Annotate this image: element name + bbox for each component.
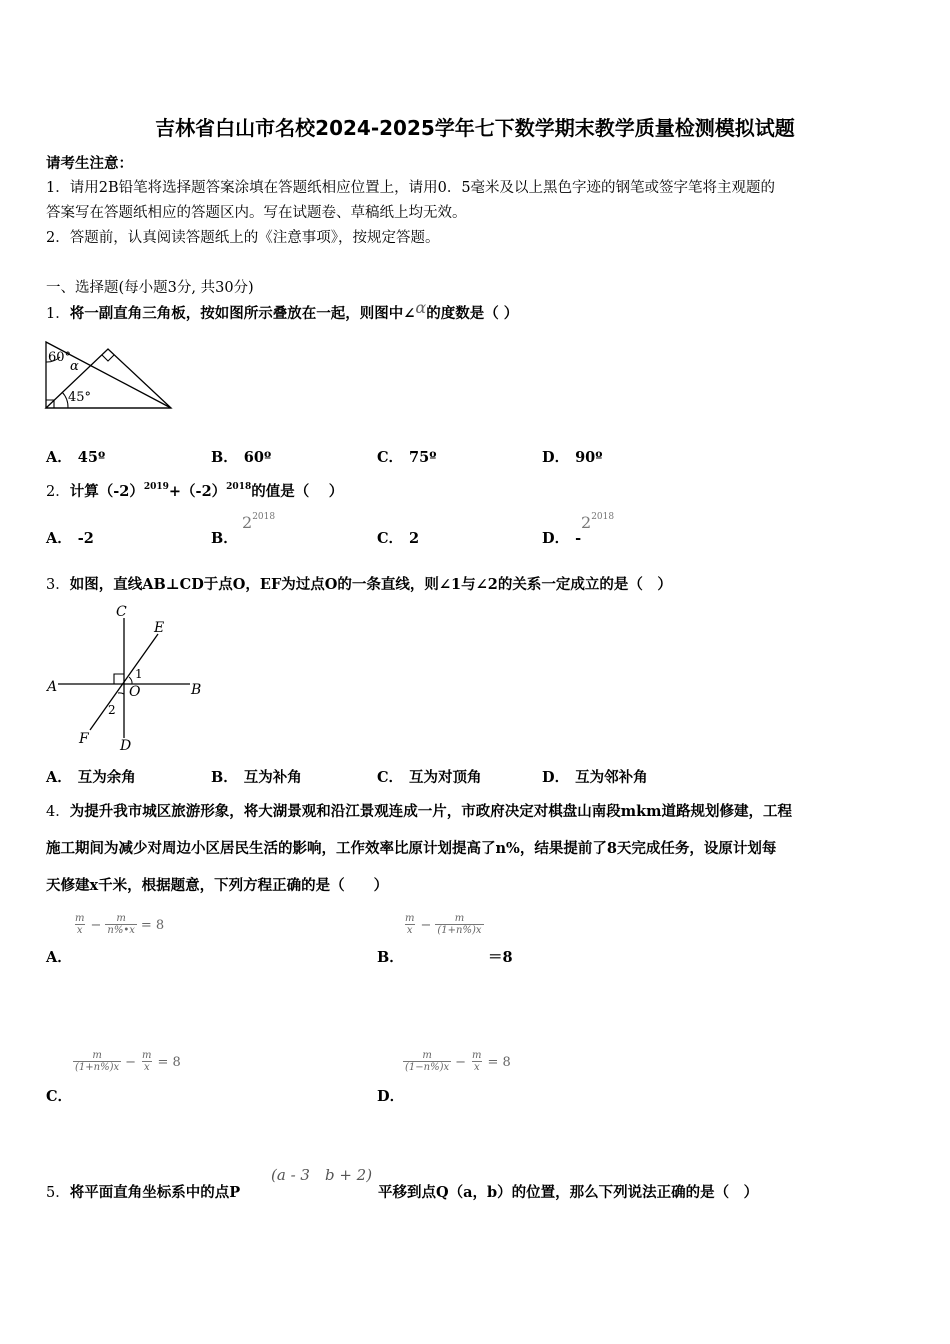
question-text-a: 计算（-2） — [69, 483, 144, 500]
question-2 — [46, 480, 343, 501]
question-number: 2． — [46, 484, 70, 500]
q1-option-d[interactable]: D． 90º — [542, 449, 603, 466]
q3-option-b[interactable]: B． 互为补角 — [211, 769, 302, 786]
question-text: 如图，直线AB⊥CD于点O，EF为过点O的一条直线，则∠1与∠2的关系一定成立的是（ ） — [69, 576, 672, 593]
q1-option-a[interactable]: A． 45º — [46, 449, 106, 466]
question-1 — [46, 298, 519, 323]
label-2: 2 — [108, 703, 116, 717]
triangle-figure — [44, 340, 176, 412]
q4-option-d[interactable]: D． — [377, 1088, 405, 1105]
page-title: 吉林省白山市名校2024-2025学年七下数学期末教学质量检测模拟试题 — [155, 116, 795, 140]
question-text-end: 的度数是（ ） — [426, 305, 519, 322]
right-angle-mark-top — [102, 355, 114, 361]
q4-option-d-equation: $\frac{m}{(1-n\%)x}$ − $\frac{m}{x}$ = 8 — [405, 1050, 511, 1073]
q3-option-a[interactable]: A． 互为余角 — [46, 769, 136, 786]
label-e: E — [154, 620, 165, 636]
q2-option-d-power: $2^{2018}$ — [581, 512, 615, 532]
angle-label-45: 45° — [68, 390, 92, 405]
q2-option-d[interactable]: D． - — [542, 530, 582, 547]
right-angle-mark — [114, 674, 124, 684]
alpha-symbol: α — [415, 298, 427, 317]
point-p-coordinate: (a - 3 b + 2) — [271, 1166, 373, 1184]
angle-arc-2 — [118, 693, 124, 694]
q4-option-b-equation: $\frac{m}{x}$ − $\frac{m}{(1+n\%)x}$ — [405, 913, 482, 936]
angle-arc-1 — [129, 677, 132, 684]
question-4-line-2: 施工期间为减少对周边小区居民生活的影响，工作效率比原计划提高了n%，结果提前了8天完成任务，设原计划每 — [46, 840, 777, 857]
q3-option-d[interactable]: D． 互为邻补角 — [542, 769, 648, 786]
notice-line-1b: 答案写在答题纸相应的答题区内。写在试题卷、草稿纸上均无效。 — [46, 205, 467, 221]
label-a: A — [47, 679, 58, 695]
notice-line-1: 1．请用2B铅笔将选择题答案涂填在答题纸相应位置上，请用0．5毫米及以上黑色字迹的钢笔或签字笔将主观题的 — [46, 180, 776, 196]
question-5: 5．将平面直角坐标系中的点P — [46, 1184, 241, 1201]
label-d: D — [120, 738, 132, 754]
notice-line-2: 2．答题前，认真阅读答题纸上的《注意事项》，按规定答题。 — [46, 230, 440, 246]
question-text-c: 的值是（ ） — [251, 483, 344, 500]
question-5-text-end: 平移到点Q（a，b）的位置，那么下列说法正确的是（ ） — [378, 1184, 759, 1201]
label-c: C — [116, 604, 127, 620]
label-b: B — [191, 682, 202, 698]
notice-heading: 请考生注意： — [46, 155, 133, 172]
q2-option-b[interactable]: B． — [211, 530, 238, 547]
q2-option-c[interactable]: C． 2 — [377, 530, 420, 547]
angle-label-60: 60° — [48, 350, 72, 365]
question-number: 3． — [46, 577, 70, 593]
label-1: 1 — [135, 667, 143, 681]
q4-option-c[interactable]: C． — [46, 1088, 73, 1105]
q4-option-b[interactable]: B． — [377, 949, 404, 966]
question-number: 1． — [46, 306, 70, 322]
q4-option-a-equation: $\frac{m}{x}$ − $\frac{m}{n\%•x}$ = 8 — [75, 913, 165, 936]
q4-option-b-rhs: ＝8 — [488, 949, 513, 966]
angle-label-alpha: α — [70, 359, 79, 374]
q2-option-b-power: $2^{2018}$ — [242, 512, 276, 532]
q1-option-c[interactable]: C． 75º — [377, 449, 437, 466]
question-text-b: +（-2） — [168, 483, 227, 500]
exponent-2018: 2018 — [226, 482, 252, 492]
question-4-line-3: 天修建x千米，根据题意，下列方程正确的是（ ） — [46, 877, 389, 894]
q4-option-c-equation: $\frac{m}{(1+n\%)x}$ − $\frac{m}{x}$ = 8 — [75, 1050, 181, 1073]
q2-option-a[interactable]: A． -2 — [46, 530, 94, 547]
question-3 — [46, 573, 672, 594]
section-heading: 一、选择题(每小题3分, 共30分) — [46, 280, 254, 296]
label-o: O — [129, 684, 141, 700]
q4-option-a[interactable]: A． — [46, 949, 72, 966]
q3-option-c[interactable]: C． 互为对顶角 — [377, 769, 482, 786]
q1-option-b[interactable]: B． 60º — [211, 449, 272, 466]
question-4-line-1: 4．为提升我市城区旅游形象，将大湖景观和沿江景观连成一片，市政府决定对棋盘山南段mkm道路规划修建，工程 — [46, 803, 792, 820]
question-text: 将一副直角三角板，按如图所示叠放在一起，则图中∠ — [69, 305, 416, 322]
exponent-2019: 2019 — [143, 482, 169, 492]
lines-figure — [44, 600, 214, 756]
label-f: F — [79, 731, 89, 747]
